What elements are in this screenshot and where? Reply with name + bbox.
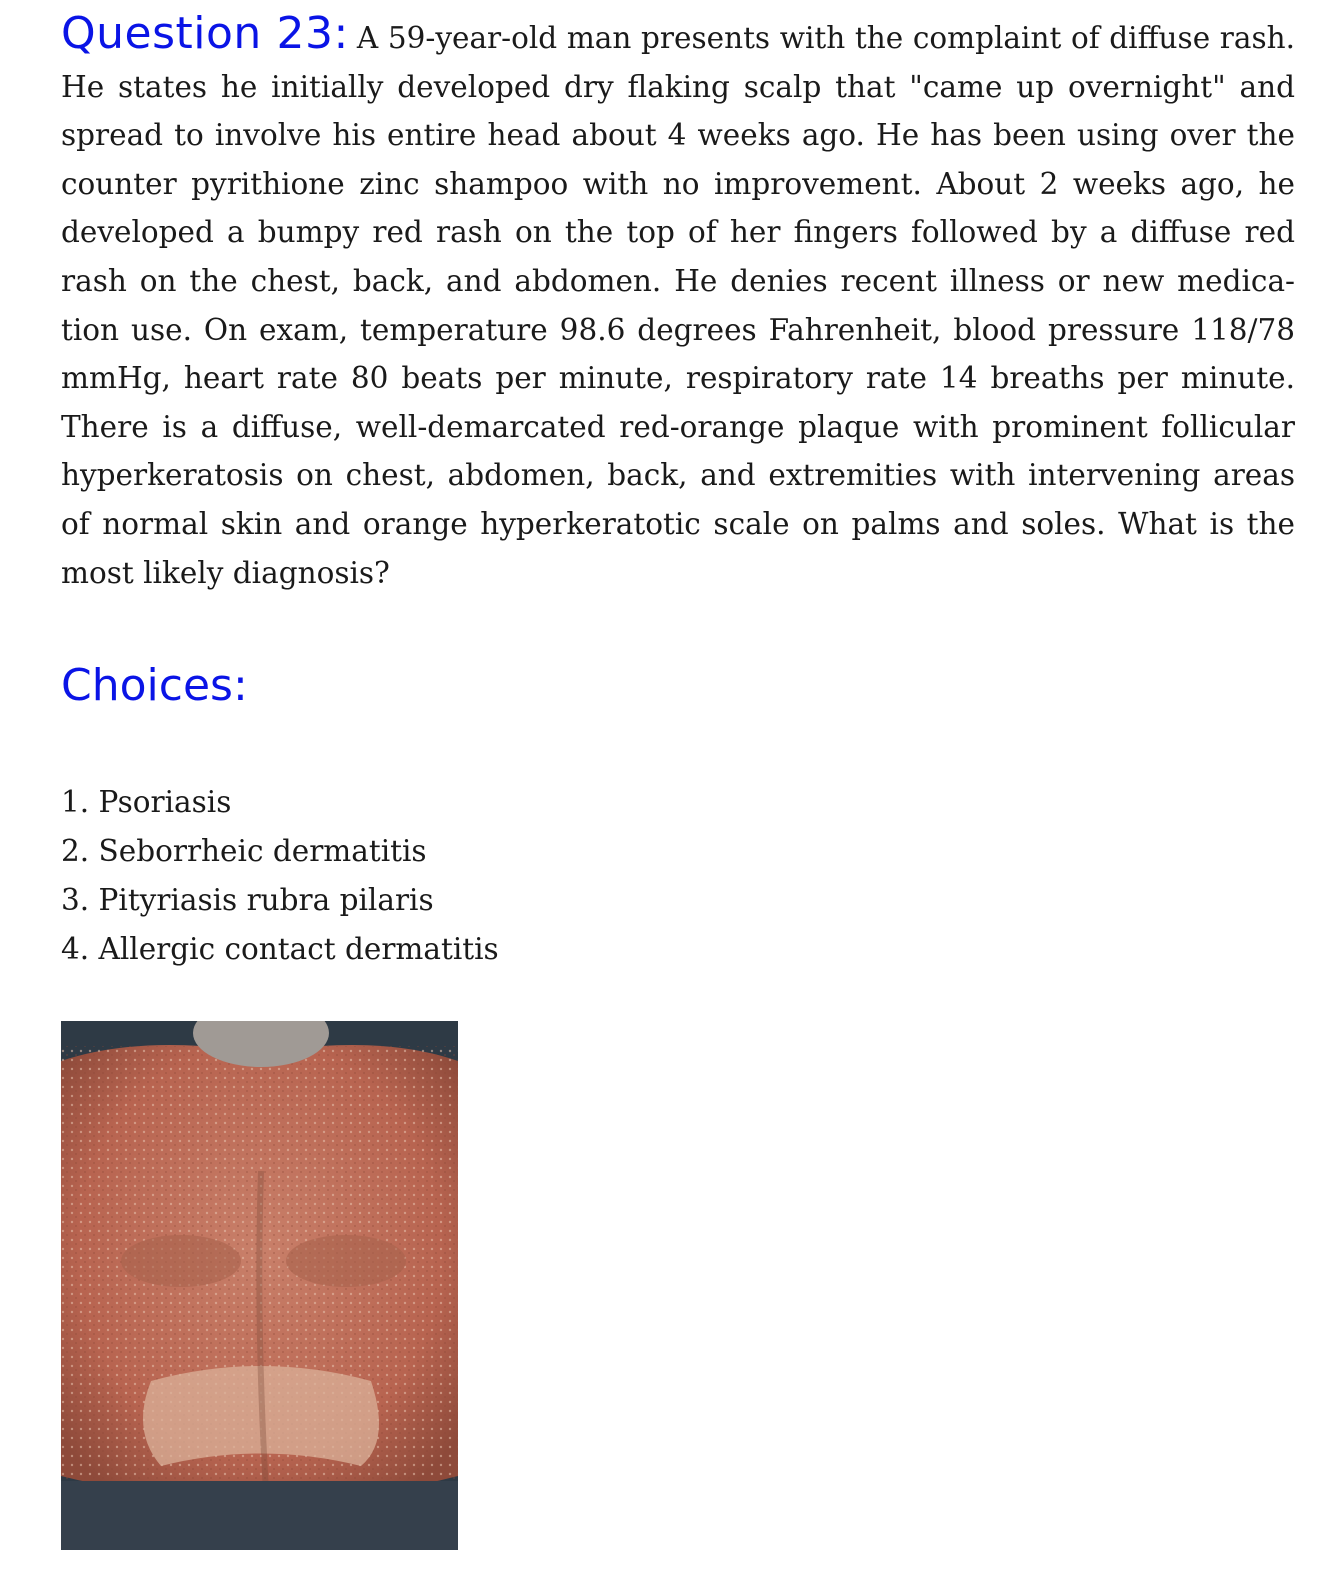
choice-item[interactable] bbox=[61, 925, 499, 974]
choice-number: 2. bbox=[61, 834, 90, 868]
right-pectoral-shadow bbox=[286, 1235, 406, 1287]
question-text-part-2: tion use. On exam, temperature 98.6 degrees Fahrenheit, blood pressure 118/78 mmHg, heart rate 80 beats per minute, respiratory rate 14 breaths per minute. There is a diffuse, well-demarcated red-orange plaque with prominent follicular hyperkeratosis on chest, abdomen, back, and extremities with intervening areas of normal skin and orange hyperkeratotic scale on palms and soles. What is the most likely diagnosis? bbox=[61, 312, 1295, 590]
choice-text: Pityriasis rubra pilaris bbox=[98, 883, 434, 917]
choice-number: 4. bbox=[61, 932, 90, 966]
question-stem: Question 23: A 59-year-old man presents with the complaint of diffuse rash. He states he initially developed dry flaking scalp that "came up overnight" and spread to involve his entire head about 4 weeks ago. He has been using over the counter pyrithione zinc shampoo with no improvement. About 2 weeks ago, he developed a bumpy red rash on the top of her fingers followed by a diffuse red rash on the chest, back, and abdomen. He denies recent illness or new medica-tion use. On exam, temperature 98.6 degrees Fahrenheit, blood pressure 118/78 mmHg, heart rate 80 beats per minute, respiratory rate 14 breaths per minute. There is a diffuse, well-demarcated red-orange plaque with prominent follicular hyperkeratosis on chest, abdomen, back, and extremities with intervening areas of normal skin and orange hyperkeratotic scale on palms and soles. What is the most likely diagnosis? bbox=[61, 8, 1295, 590]
question-page bbox=[61, 8, 1295, 966]
choices-list bbox=[61, 778, 499, 974]
choice-text: Psoriasis bbox=[98, 785, 232, 819]
choices-heading: Choices: bbox=[61, 660, 248, 711]
question-label: Question 23: bbox=[61, 8, 349, 59]
choice-item[interactable] bbox=[61, 778, 499, 827]
choice-item[interactable] bbox=[61, 876, 499, 925]
choice-text: Allergic contact dermatitis bbox=[98, 932, 499, 966]
trousers-waistband bbox=[61, 1481, 458, 1550]
left-pectoral-shadow bbox=[121, 1235, 241, 1287]
clinical-photo bbox=[61, 1021, 458, 1550]
question-text-part-1: A 59-year-old man presents with the complaint of diffuse rash. He states he initially developed dry flaking scalp that "came up overnight" and spread to involve his entire head about 4 weeks ago. He has been using over the counter pyrithione zinc shampoo with no improvement. About 2 weeks ago, he developed a bumpy red rash on the top of her fingers followed by a diffuse red rash on the chest, back, and abdomen. He denies recent illness or new medica bbox=[61, 21, 1295, 298]
choice-number: 3. bbox=[61, 883, 90, 917]
choice-item[interactable] bbox=[61, 827, 499, 876]
choice-number: 1. bbox=[61, 785, 90, 819]
chest-rash-illustration bbox=[61, 1021, 458, 1550]
choice-text: Seborrheic dermatitis bbox=[98, 834, 427, 868]
